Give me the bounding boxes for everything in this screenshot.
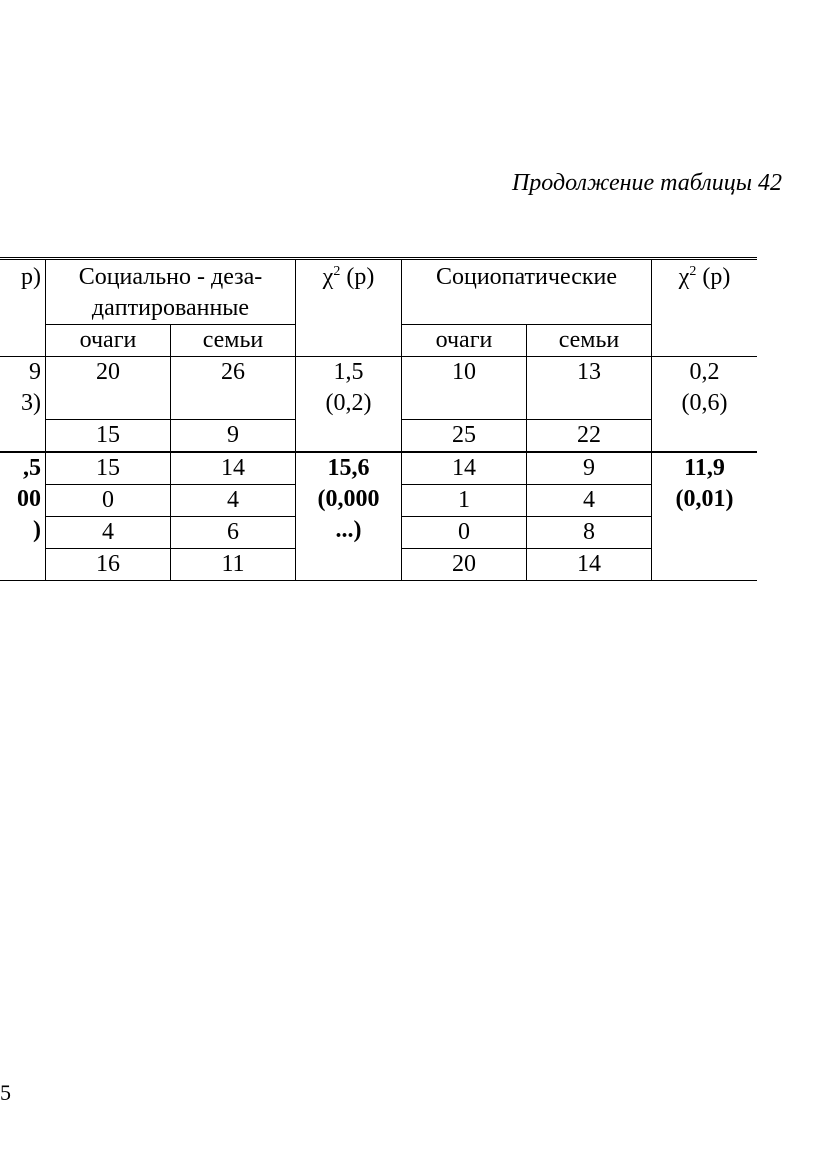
table-container (0, 257, 757, 587)
table-cell: 25 (402, 420, 527, 453)
table-cell: 14 (527, 549, 652, 581)
table-cell: 4 (527, 485, 652, 517)
cut-chi-header: p) (0, 259, 46, 357)
table-cell: 8 (527, 517, 652, 549)
table-cell: 14 (171, 452, 296, 485)
g1-sub1-header: очаги (46, 325, 171, 357)
table-cell: 26 (171, 357, 296, 420)
g2-sub1-header: очаги (402, 325, 527, 357)
page-number: 5 (0, 1080, 11, 1105)
table-cell: 9 (171, 420, 296, 453)
table-cell: 6 (171, 517, 296, 549)
table-cell: 20 (402, 549, 527, 581)
cut-chi-cell: 9 3) (0, 357, 46, 453)
chi2-header: $\chi^2$ (p) (652, 259, 758, 357)
table-cell: 1 (402, 485, 527, 517)
table-cell: 0 (46, 485, 171, 517)
table-cell: 16 (46, 549, 171, 581)
chi1-header: $\chi^2$ (p) (296, 259, 402, 357)
chi2-value-cell: 0,2 (0,6) (652, 357, 758, 453)
chi1-value-cell: 15,6 (0,000 ...) (296, 452, 402, 581)
table-cell: 9 (527, 452, 652, 485)
table-cell: 22 (527, 420, 652, 453)
table-cell: 14 (402, 452, 527, 485)
table-cell: 11 (171, 549, 296, 581)
g1-sub2-header: семьи (171, 325, 296, 357)
table-row (0, 452, 757, 485)
table-row (0, 357, 757, 420)
table-cell: 20 (46, 357, 171, 420)
cut-chi-cell: ,5 00 ) (0, 452, 46, 581)
chi2-value-cell: 11,9 (0,01) (652, 452, 758, 581)
group2-header: Социопатические (402, 259, 652, 325)
table-cell: 10 (402, 357, 527, 420)
table-cell: 4 (171, 485, 296, 517)
g2-sub2-header: семьи (527, 325, 652, 357)
group1-header: Социально - деза-дaптированные (46, 259, 296, 325)
data-table (0, 257, 757, 581)
table-caption: Продолжение таблицы 42 (511, 170, 782, 196)
header-row (0, 259, 757, 325)
chi1-value-cell: 1,5 (0,2) (296, 357, 402, 453)
table-cell: 13 (527, 357, 652, 420)
table-cell: 15 (46, 452, 171, 485)
table-cell: 0 (402, 517, 527, 549)
table-cell: 15 (46, 420, 171, 453)
table-cell: 4 (46, 517, 171, 549)
